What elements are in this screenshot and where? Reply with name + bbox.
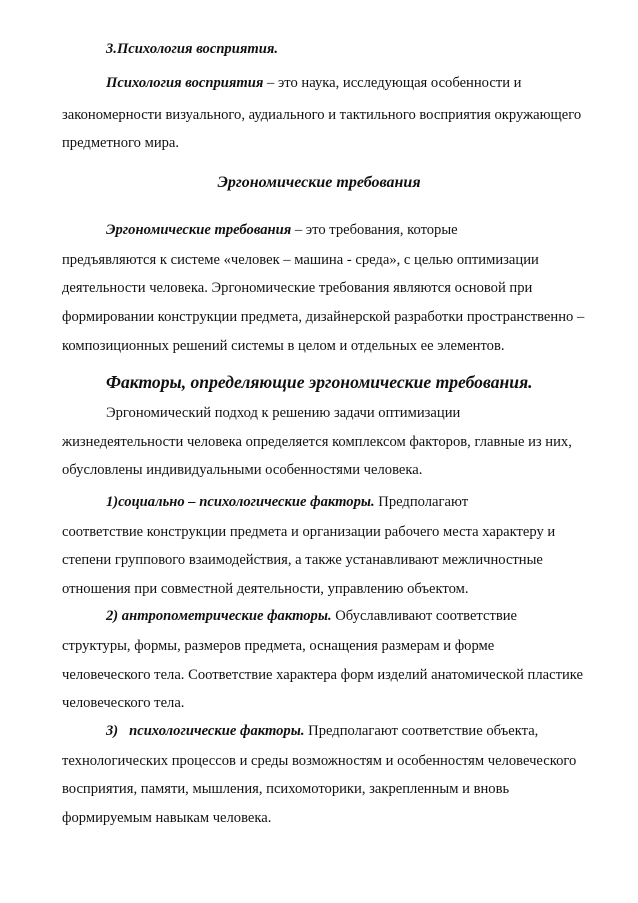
text-run: Предполагают соответствие объекта, — [304, 723, 539, 739]
paragraph-line: восприятия, памяти, мышления, психомоторики, закрепленным и вновь — [62, 781, 510, 797]
section-heading-psychology: 3.Психология восприятия. — [106, 41, 278, 57]
text-run: Обуславливают соответствие — [331, 608, 518, 624]
section-heading-factors: Факторы, определяющие эргономические требования. — [106, 372, 533, 392]
paragraph-line: формировании конструкции предмета, дизайнерской разработки пространственно – — [62, 309, 585, 325]
paragraph-line: жизнедеятельности человека определяется комплексом факторов, главные из них, — [62, 434, 572, 450]
paragraph-line — [106, 74, 521, 92]
paragraph-line — [106, 722, 538, 740]
paragraph-line: предметного мира. — [62, 135, 180, 151]
text-run: – это наука, исследующая особенности и — [263, 75, 522, 91]
paragraph-line — [106, 607, 517, 625]
term-psychological-factors: 3) психологические факторы. — [106, 723, 305, 739]
paragraph-line: человеческого тела. — [62, 695, 185, 711]
paragraph-line: структуры, формы, размеров предмета, оснащения размерам и форме — [62, 638, 495, 654]
paragraph-line: закономерности визуального, аудиального и тактильного восприятия окружающего — [62, 107, 582, 123]
paragraph-line: человеческого тела. Соответствие характера форм изделий анатомической пластике — [62, 667, 583, 683]
paragraph-line — [106, 493, 468, 511]
paragraph-line: отношения при совместной деятельности, управлению объектом. — [62, 581, 469, 597]
paragraph-line — [106, 221, 458, 239]
term-psychology: Психология восприятия — [106, 75, 264, 91]
term-social-psych-factors: 1)социально – психологические факторы. — [106, 494, 375, 510]
paragraph-line: формируемым навыкам человека. — [62, 810, 272, 826]
section-heading-ergonomics: Эргономические требования — [217, 174, 421, 191]
paragraph-line: деятельности человека. Эргономические требования являются основой при — [62, 280, 533, 296]
term-ergonomics: Эргономические требования — [106, 222, 292, 238]
paragraph-line: Эргономический подход к решению задачи оптимизации — [106, 405, 461, 421]
paragraph-line: предъявляются к системе «человек – машина - среда», с целью оптимизации — [62, 252, 539, 268]
paragraph-line: композиционных решений системы в целом и отдельных ее элементов. — [62, 338, 505, 354]
paragraph-line: соответствие конструкции предмета и организации рабочего места характеру и — [62, 524, 556, 540]
paragraph-line: технологических процессов и среды возможностям и особенностям человеческого — [62, 753, 577, 769]
text-run: – это требования, которые — [291, 222, 458, 238]
text-run: Предполагают — [374, 494, 469, 510]
paragraph-line: обусловлены индивидуальными особенностями человека. — [62, 462, 423, 478]
paragraph-line: степени группового взаимодействия, а также устанавливают межличностные — [62, 552, 543, 568]
term-anthropometric-factors: 2) антропометрические факторы. — [106, 608, 332, 624]
